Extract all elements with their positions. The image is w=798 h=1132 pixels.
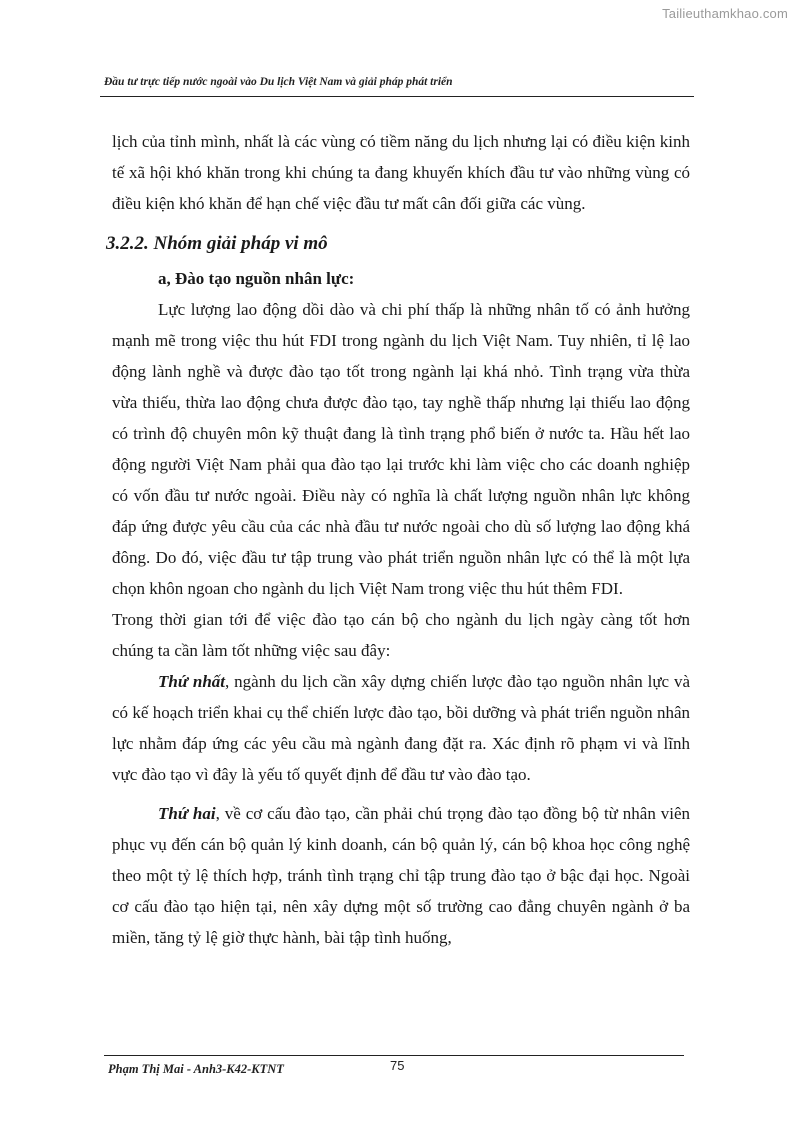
running-header: Đầu tư trực tiếp nước ngoài vào Du lịch Việt Nam và giải pháp phát triển [104, 76, 453, 88]
page-number: 75 [390, 1058, 405, 1073]
footer-divider [104, 1055, 684, 1056]
page-body [106, 126, 691, 953]
intro-paragraph: lịch của tỉnh mình, nhất là các vùng có tiềm năng du lịch nhưng lại có điều kiện kinh tế xã hội khó khăn trong khi chúng ta đang khuyến khích đầu tư vào những vùng có điều kiện khó khăn để hạn chế việc đầu tư mất cân đối giữa các vùng. [112, 132, 690, 213]
watermark: Tailieuthamkhao.com [662, 6, 788, 21]
section-heading: 3.2.2. Nhóm giải pháp vi mô [106, 233, 328, 254]
paragraph-labor: Lực lượng lao động dồi dào và chi phí thấp là những nhân tố có ảnh hưởng mạnh mẽ trong việc thu hút FDI trong ngành du lịch Việt Nam. Tuy nhiên, tỉ lệ lao động lành nghề và được đào tạo tốt trong ngành lại khá nhỏ. Tình trạng vừa thừa vừa thiếu, thừa lao động chưa được đào tạo, tay nghề thấp nhưng lại thiếu lao động có trình độ chuyên môn kỹ thuật đang là tình trạng phổ biến ở nước ta. Hầu hết lao động người Việt Nam phải qua đào tạo lại trước khi làm việc cho các doanh nghiệp có vốn đầu tư nước ngoài. Điều này có nghĩa là chất lượng nguồn nhân lực không đáp ứng được yêu cầu của các nhà đầu tư nước ngoài cho dù số lượng lao động khá đông. Do đó, việc đầu tư tập trung vào phát triển nguồn nhân lực có thể là một lựa chọn khôn ngoan cho ngành du lịch Việt Nam trong việc thu hút thêm FDI. [112, 300, 690, 598]
paragraph-first [112, 666, 690, 790]
header-divider [100, 96, 694, 97]
first-lead: Thứ nhất [158, 672, 226, 691]
paragraph-future: Trong thời gian tới để việc đào tạo cán bộ cho ngành du lịch ngày càng tốt hơn chúng ta cần làm tốt những việc sau đây: [112, 610, 690, 660]
paragraph-second [112, 798, 690, 953]
footer-author: Phạm Thị Mai - Anh3-K42-KTNT [108, 1062, 284, 1076]
first-text: , ngành du lịch cần xây dựng chiến lược đào tạo nguồn nhân lực và có kế hoạch triển khai cụ thể chiến lược đào tạo, bồi dưỡng và phát triển nguồn nhân lực nhằm đáp ứng các yêu cầu mà ngành đang đặt ra. Xác định rõ phạm vi và lĩnh vực đào tạo vì đây là yếu tố quyết định để đầu tư vào đào tạo. [112, 672, 691, 784]
second-text: , về cơ cấu đào tạo, cần phải chú trọng đào tạo đồng bộ từ nhân viên phục vụ đến cán bộ quản lý kinh doanh, cán bộ quản lý, cán bộ khoa học công nghệ theo một tỷ lệ thích hợp, tránh tình trạng chỉ tập trung đào tạo ở bậc đại học. Ngoài cơ cấu đào tạo hiện tại, nên xây dựng một số trường cao đẳng chuyên ngành ở ba miền, tăng tỷ lệ giờ thực hành, bài tập tình huống, [112, 804, 691, 947]
subsection-heading: a, Đào tạo nguồn nhân lực: [158, 269, 355, 288]
second-lead: Thứ hai [158, 804, 216, 823]
